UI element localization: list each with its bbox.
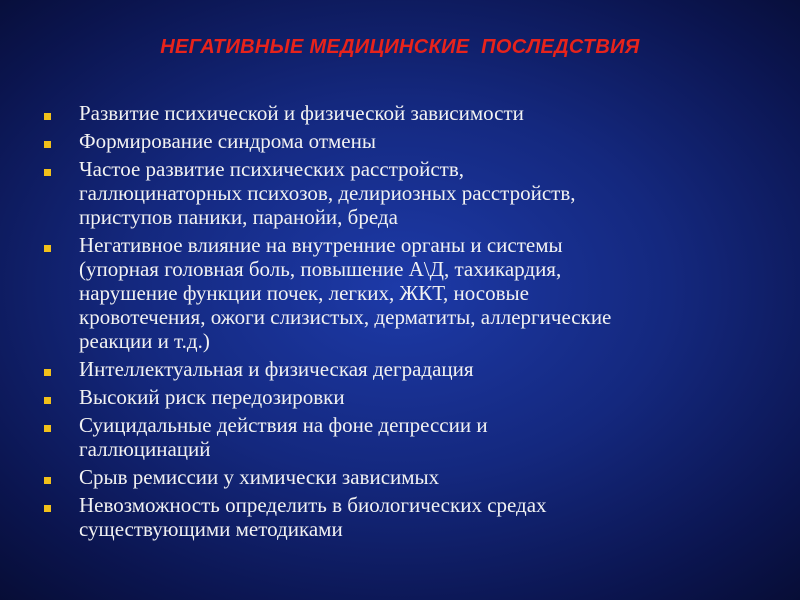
square-bullet-icon: [44, 477, 51, 484]
list-item: [44, 465, 784, 489]
list-item-text: Частое развитие психических расстройств, галлюцинаторных психозов, делириозных расстройств, приступов паники, паранойи, бреда: [79, 157, 576, 229]
list-item: [44, 129, 784, 153]
square-bullet-icon: [44, 141, 51, 148]
list-item-text: Суицидальные действия на фоне депрессии и галлюцинаций: [79, 413, 488, 461]
list-item: [44, 233, 784, 353]
list-item: [44, 493, 784, 541]
square-bullet-icon: [44, 169, 51, 176]
list-item-text: Невозможность определить в биологических средах существующими методиками: [79, 493, 547, 541]
bullet-list: [44, 101, 784, 545]
list-item: [44, 385, 784, 409]
square-bullet-icon: [44, 245, 51, 252]
square-bullet-icon: [44, 425, 51, 432]
list-item-text: Формирование синдрома отмены: [79, 129, 376, 153]
list-item: [44, 157, 784, 229]
square-bullet-icon: [44, 505, 51, 512]
list-item: [44, 357, 784, 381]
square-bullet-icon: [44, 113, 51, 120]
list-item-text: Интеллектуальная и физическая деградация: [79, 357, 474, 381]
list-item-text: Негативное влияние на внутренние органы и системы (упорная головная боль, повышение А\Д, тахикардия, нарушение функции почек, легких, ЖКТ, носовые кровотечения, ожоги слизистых, дерматиты, аллергические реакции и т.д.): [79, 233, 612, 353]
list-item: [44, 101, 784, 125]
square-bullet-icon: [44, 397, 51, 404]
list-item-text: Развитие психической и физической зависимости: [79, 101, 524, 125]
list-item-text: Высокий риск передозировки: [79, 385, 345, 409]
list-item-text: Срыв ремиссии у химически зависимых: [79, 465, 440, 489]
slide-title: НЕГАТИВНЫЕ МЕДИЦИНСКИЕ ПОСЛЕДСТВИЯ: [160, 36, 640, 58]
square-bullet-icon: [44, 369, 51, 376]
list-item: [44, 413, 784, 461]
